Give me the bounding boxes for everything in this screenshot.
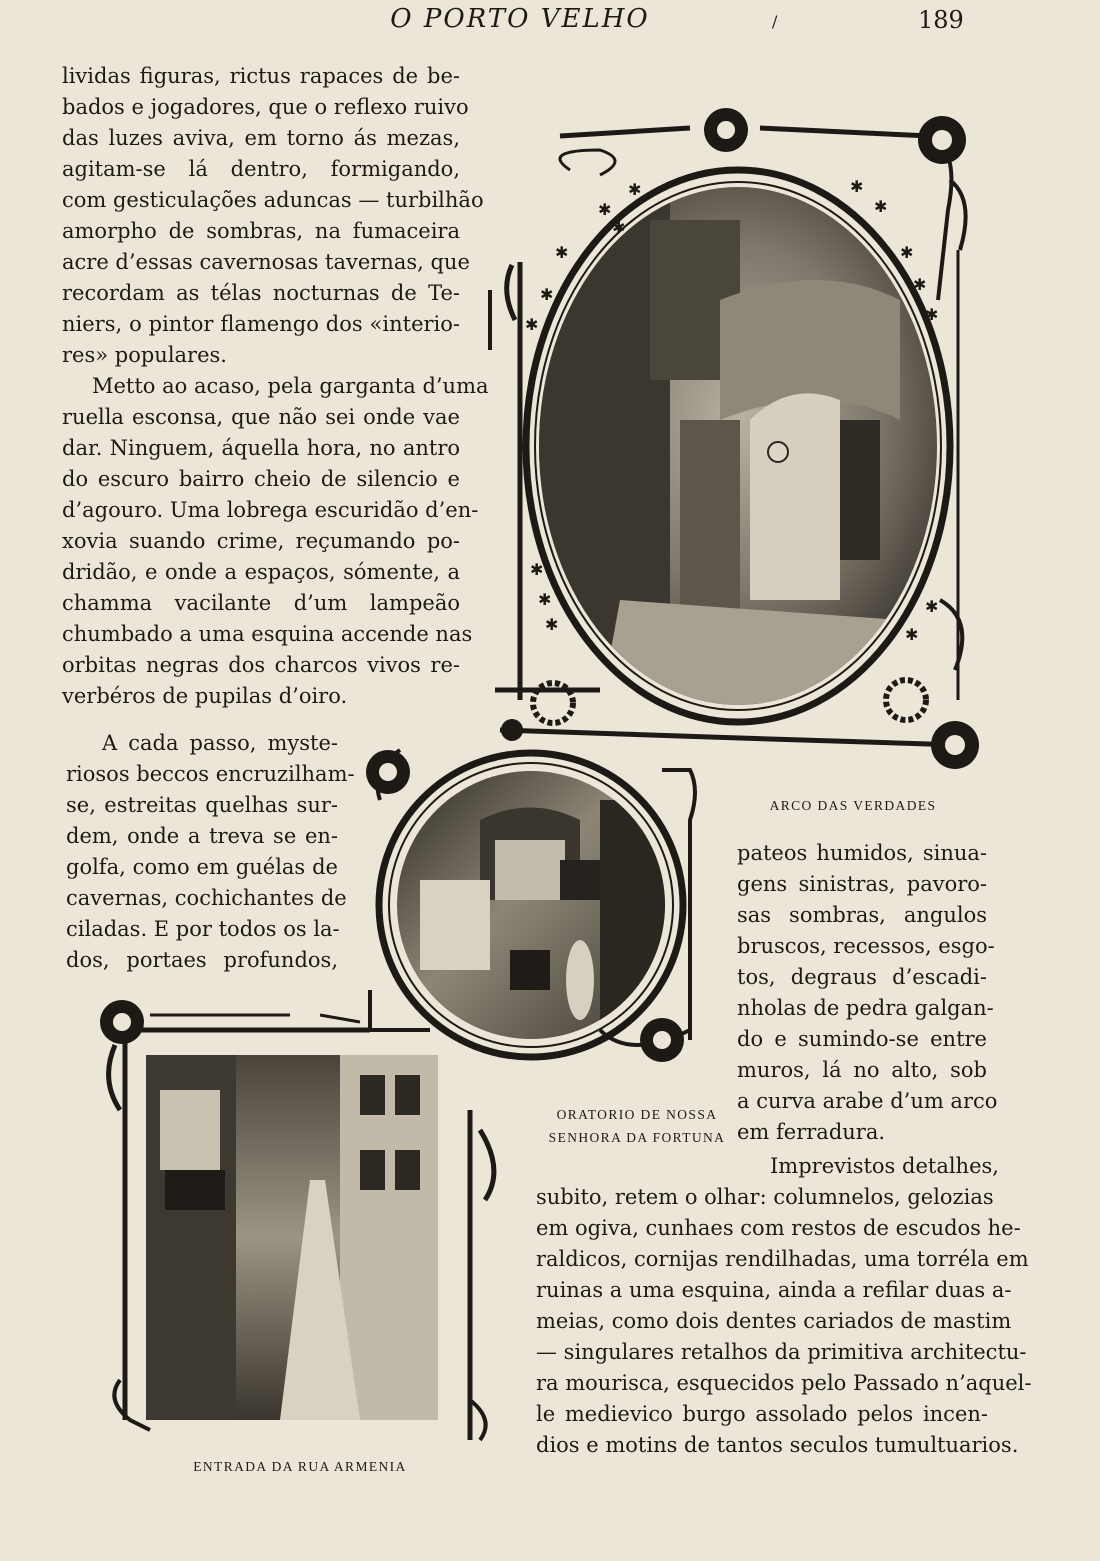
text-line: lividas figuras, rictus rapaces de be- xyxy=(62,64,460,88)
caption-arco-das-verdades: ARCO DAS VERDADES xyxy=(769,798,937,813)
text-line: tos, degraus d’escadi- xyxy=(737,965,987,989)
text-line: do e sumindo-se entre xyxy=(737,1027,987,1051)
text-line: verbéros de pupilas d’oiro. xyxy=(62,684,348,708)
svg-text:✱: ✱ xyxy=(850,177,864,196)
text-line: acre d’essas cavernosas tavernas, que xyxy=(62,250,470,274)
caption-rua-armenia: ENTRADA DA RUA ARMENIA xyxy=(193,1459,407,1474)
page-number: 189 xyxy=(918,6,964,34)
text-line: res» populares. xyxy=(62,343,227,367)
text-line: golfa, como em guélas de xyxy=(66,855,338,879)
paragraph-start-line: A cada passo, myste- xyxy=(102,731,338,755)
caption-oratorio-line1: ORATORIO DE NOSSA xyxy=(556,1107,718,1122)
text-line: ruella esconsa, que não sei onde vae xyxy=(62,405,460,429)
text-line: ra mourisca, esquecidos pelo Passado n’aquel- xyxy=(536,1371,1032,1395)
text-line: cavernas, cochichantes de xyxy=(66,886,347,910)
svg-text:✱: ✱ xyxy=(530,560,544,579)
svg-text:✱: ✱ xyxy=(598,200,612,219)
svg-text:✱: ✱ xyxy=(612,218,626,237)
text-line: dios e motins de tantos seculos tumultuarios. xyxy=(536,1433,1019,1457)
text-line: a curva arabe d’um arco xyxy=(737,1089,998,1113)
running-head-title: O PORTO VELHO xyxy=(390,4,650,34)
text-line: meias, como dois dentes cariados de mastim xyxy=(536,1309,1012,1333)
svg-text:✱: ✱ xyxy=(545,615,559,634)
rua-armenia-illustration xyxy=(100,1000,494,1440)
text-line: raldicos, cornijas rendilhadas, uma torréla em xyxy=(536,1247,1029,1271)
text-line: amorpho de sombras, na fumaceira xyxy=(62,219,460,243)
text-line: com gesticulações aduncas — turbilhão xyxy=(62,188,484,212)
text-line: dar. Ninguem, áquella hora, no antro xyxy=(62,436,460,460)
text-line: ruinas a uma esquina, ainda a refilar duas a- xyxy=(536,1278,1012,1302)
text-line: recordam as télas nocturnas de Te- xyxy=(62,281,460,305)
text-line: muros, lá no alto, sob xyxy=(737,1058,987,1082)
text-line: pateos humidos, sinua- xyxy=(737,841,987,865)
text-line: dos, portaes profundos, xyxy=(66,948,338,972)
oratorio-illustration xyxy=(366,750,695,1062)
svg-text:✱: ✱ xyxy=(913,275,927,294)
text-line: do escuro bairro cheio de silencio e xyxy=(62,467,460,491)
svg-text:✱: ✱ xyxy=(540,285,554,304)
svg-text:✱: ✱ xyxy=(525,315,539,334)
svg-text:✱: ✱ xyxy=(905,625,919,644)
text-line: dridão, e onde a espaços, sómente, a xyxy=(62,560,460,584)
paragraph-start-line: Imprevistos detalhes, xyxy=(770,1154,999,1178)
paragraph-start-line: Metto ao acaso, pela garganta d’uma xyxy=(92,374,489,398)
text-line: orbitas negras dos charcos vivos re- xyxy=(62,653,460,677)
text-line: riosos beccos encruzilham- xyxy=(66,762,355,786)
text-line: bruscos, recessos, esgo- xyxy=(737,934,995,958)
text-line: em ogiva, cunhaes com restos de escudos he- xyxy=(536,1216,1021,1240)
text-line: subito, retem o olhar: columnelos, gelozias xyxy=(536,1185,994,1209)
caption-oratorio-line2: SENHORA DA FORTUNA xyxy=(548,1130,726,1145)
text-line: ciladas. E por todos os la- xyxy=(66,917,340,941)
text-line: sas sombras, angulos xyxy=(737,903,987,927)
text-line: das luzes aviva, em torno ás mezas, xyxy=(62,126,460,150)
text-line: chamma vacilante d’um lampeão xyxy=(62,591,460,615)
svg-text:✱: ✱ xyxy=(628,180,642,199)
svg-text:✱: ✱ xyxy=(900,243,914,262)
text-line: agitam-se lá dentro, formigando, xyxy=(62,157,460,181)
svg-text:✱: ✱ xyxy=(874,197,888,216)
svg-text:✱: ✱ xyxy=(538,590,552,609)
text-line: d’agouro. Uma lobrega escuridão d’en- xyxy=(62,498,479,522)
text-line: chumbado a uma esquina accende nas xyxy=(62,622,473,646)
text-line: bados e jogadores, que o reflexo ruivo xyxy=(62,95,469,119)
text-line: se, estreitas quelhas sur- xyxy=(66,793,338,817)
text-line: — singulares retalhos da primitiva architectu- xyxy=(536,1340,1027,1364)
text-line: gens sinistras, pavoro- xyxy=(737,872,987,896)
text-line: em ferradura. xyxy=(737,1120,886,1144)
text-line: le medievico burgo assolado pelos incen- xyxy=(536,1402,988,1426)
svg-text:✱: ✱ xyxy=(925,305,939,324)
header-mark: / xyxy=(772,12,778,31)
text-line: xovia suando crime, reçumando po- xyxy=(62,529,460,553)
text-line: nholas de pedra galgan- xyxy=(737,996,994,1020)
svg-text:✱: ✱ xyxy=(555,243,569,262)
text-line: niers, o pintor flamengo dos «interio- xyxy=(62,312,460,336)
text-line: dem, onde a treva se en- xyxy=(66,824,338,848)
arco-das-verdades-illustration xyxy=(490,108,979,769)
svg-text:✱: ✱ xyxy=(925,597,939,616)
